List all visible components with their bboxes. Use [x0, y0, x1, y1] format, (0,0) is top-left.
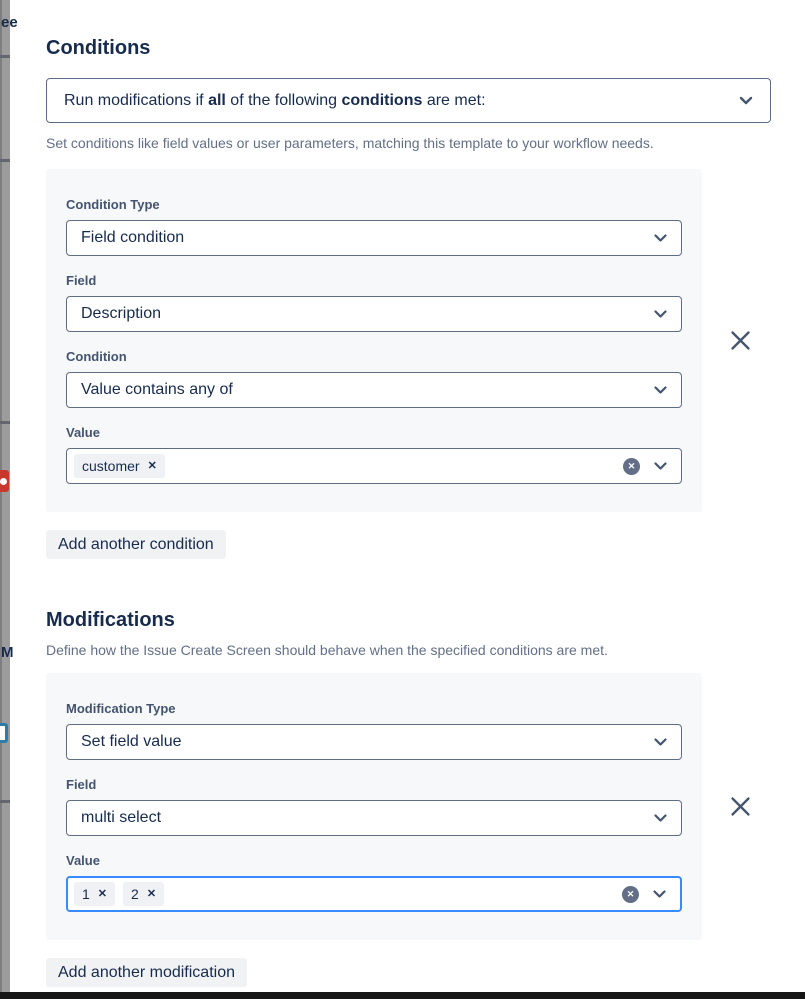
- condition-field-select[interactable]: Description: [66, 296, 682, 332]
- chevron-down-icon: [654, 738, 667, 746]
- clipped-text-fragment: ee: [1, 14, 18, 31]
- chevron-down-icon[interactable]: [653, 890, 666, 898]
- remove-modification-button[interactable]: [728, 795, 752, 819]
- clipped-red-icon: [0, 470, 9, 492]
- value-tag: [74, 454, 165, 478]
- tag-remove-icon[interactable]: ✕: [147, 459, 157, 472]
- clipped-divider: [0, 421, 10, 424]
- modification-type-label: Modification Type: [66, 701, 176, 716]
- add-another-condition-button[interactable]: Add another condition: [46, 530, 226, 559]
- tag-remove-icon[interactable]: ✕: [146, 887, 157, 900]
- condition-type-label: Condition Type: [66, 197, 160, 212]
- clipped-divider: [0, 800, 10, 803]
- condition-row: [46, 169, 805, 512]
- red-icon-dot: [0, 478, 7, 485]
- form-panel: [10, 0, 805, 987]
- add-another-modification-button[interactable]: Add another modification: [46, 958, 247, 987]
- modification-field-label: Field: [66, 777, 97, 792]
- clear-all-icon[interactable]: ✕: [623, 458, 640, 475]
- tag-remove-icon[interactable]: ✕: [97, 887, 108, 900]
- modification-value-label: Value: [66, 853, 100, 868]
- conditions-heading: Conditions: [46, 37, 151, 59]
- run-rule-text: Run modifications if all of the following conditions are met:: [64, 91, 486, 109]
- clipped-divider: [0, 159, 10, 162]
- close-icon: [730, 330, 751, 351]
- condition-field-label: Field: [66, 273, 97, 288]
- chevron-down-icon[interactable]: [654, 462, 667, 470]
- clear-all-icon[interactable]: ✕: [622, 886, 639, 903]
- close-icon: [730, 796, 751, 817]
- clipped-divider: [0, 55, 10, 58]
- modification-type-select[interactable]: Set field value: [66, 724, 682, 760]
- modification-row: [46, 673, 805, 940]
- tag-label: 2: [131, 886, 139, 902]
- condition-operator-label: Condition: [66, 349, 127, 364]
- remove-condition-button[interactable]: [728, 329, 752, 353]
- value-tag: [123, 882, 164, 906]
- modifications-helper-text: Define how the Issue Create Screen should behave when the specified conditions are met.: [46, 642, 608, 658]
- clipped-blue-icon: [0, 723, 8, 743]
- chevron-down-icon: [654, 386, 667, 394]
- condition-card: [46, 169, 702, 512]
- clipped-text-fragment: M: [1, 644, 14, 661]
- modification-field-select[interactable]: multi select: [66, 800, 682, 836]
- modification-card: [46, 673, 702, 940]
- value-tag: [74, 882, 115, 906]
- conditions-helper-text: Set conditions like field values or user parameters, matching this template to your workflow needs.: [46, 135, 654, 151]
- condition-operator-select[interactable]: Value contains any of: [66, 372, 682, 408]
- tag-label: 1: [82, 886, 90, 902]
- chevron-down-icon: [739, 96, 753, 105]
- chevron-down-icon: [654, 310, 667, 318]
- screenshot-bottom-edge: [0, 992, 805, 999]
- chevron-down-icon: [654, 234, 667, 242]
- modification-value-input[interactable]: [66, 876, 682, 912]
- run-rule-select[interactable]: [46, 78, 771, 123]
- clipped-page-left-edge: [0, 0, 18, 992]
- modifications-heading: Modifications: [46, 609, 175, 631]
- chevron-down-icon: [654, 814, 667, 822]
- condition-type-select[interactable]: Field condition: [66, 220, 682, 256]
- tag-label: customer: [82, 458, 140, 474]
- condition-value-label: Value: [66, 425, 100, 440]
- condition-value-input[interactable]: [66, 448, 682, 484]
